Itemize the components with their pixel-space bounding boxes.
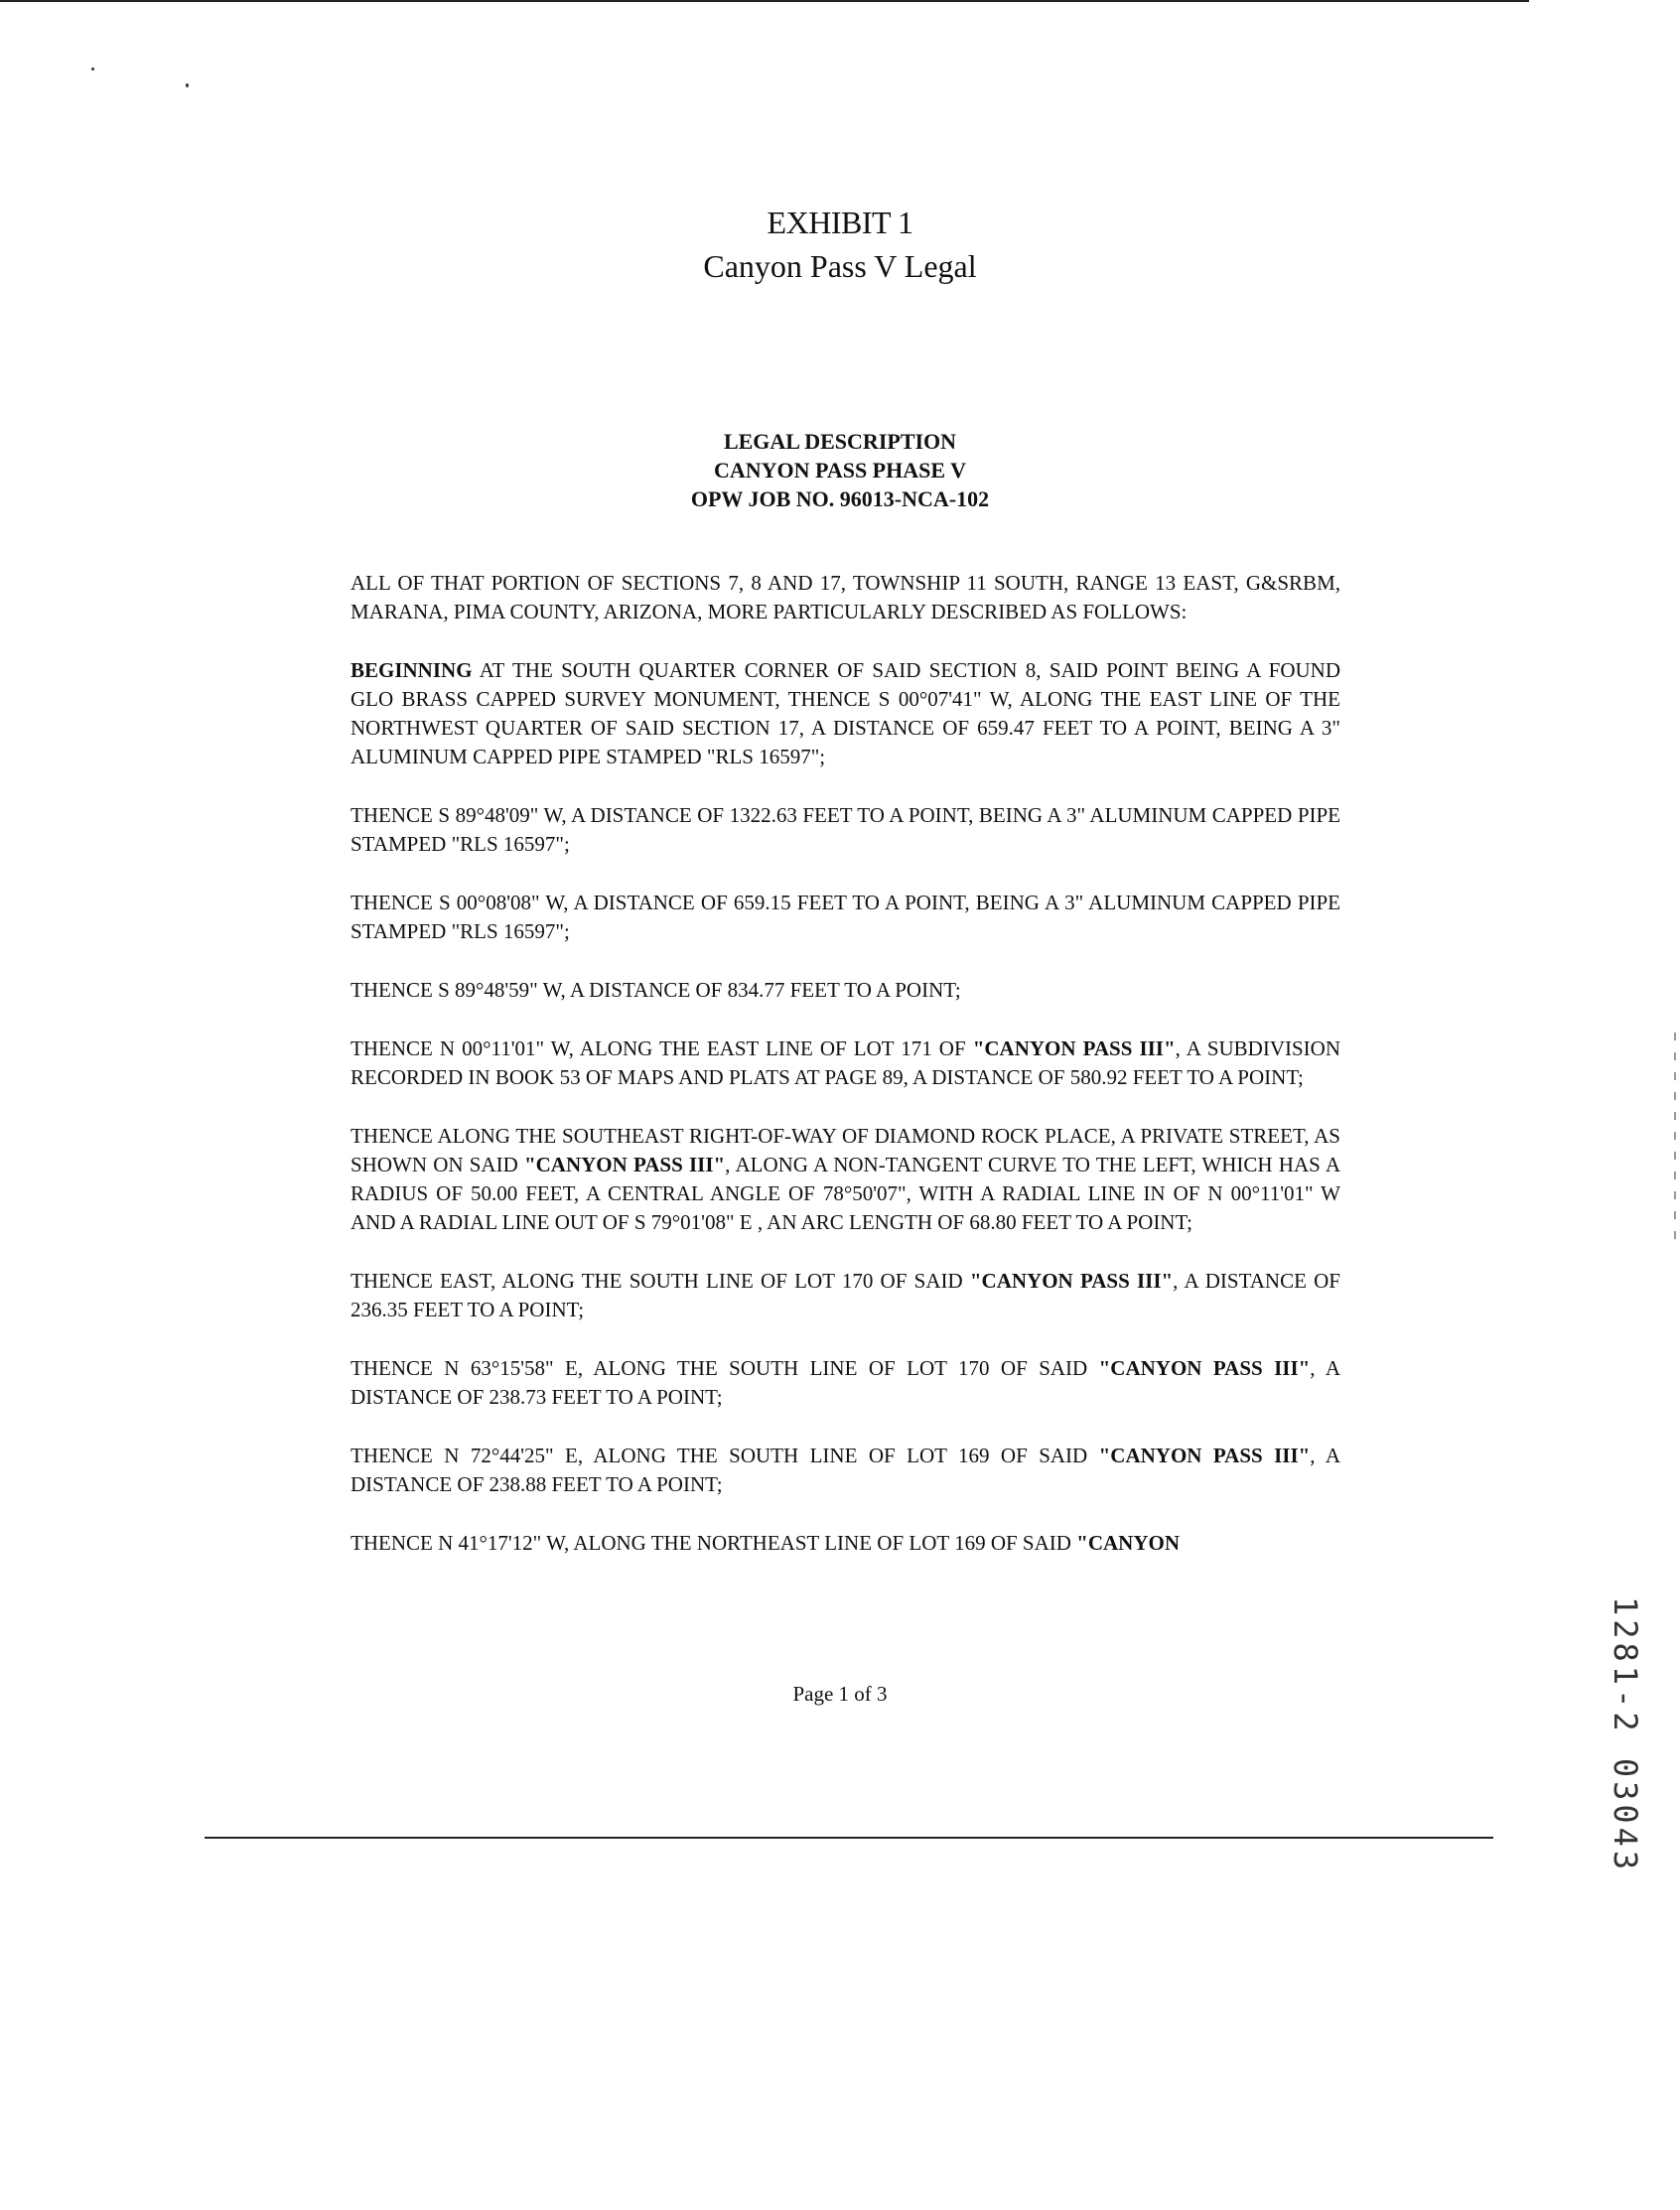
paragraph: THENCE S 89°48'09" W, A DISTANCE OF 1322.63 FEET TO A POINT, BEING A 3" ALUMINUM CAPPED PIPE STAMPED "RLS 16597"; xyxy=(350,803,1340,856)
page-number: Page 1 of 3 xyxy=(792,1682,888,1706)
paragraph xyxy=(350,656,1340,771)
recording-stamp xyxy=(1607,1596,1648,1874)
paragraph-text: , A SUBDIVISION RECORDED IN BOOK 53 OF MAPS AND PLATS AT PAGE 89, A DISTANCE OF 580.92 FEET TO A POINT; xyxy=(350,1036,1341,1089)
paragraph-text: THENCE EAST, ALONG THE SOUTH LINE OF LOT 170 OF SAID xyxy=(350,1269,970,1293)
scan-speck xyxy=(91,68,94,70)
paragraph: THENCE S 00°08'08" W, A DISTANCE OF 659.15 FEET TO A POINT, BEING A 3" ALUMINUM CAPPED PIPE STAMPED "RLS 16597"; xyxy=(350,891,1340,943)
top-border-line xyxy=(0,0,1529,2)
bold-term: BEGINNING xyxy=(350,658,473,682)
exhibit-title: EXHIBIT 1 xyxy=(767,205,913,240)
paragraph xyxy=(350,1122,1340,1237)
paragraph-text: , A DISTANCE OF 238.88 FEET TO A POINT; xyxy=(350,1444,1340,1496)
heading-line: CANYON PASS PHASE V xyxy=(713,458,967,483)
scan-edge-marks xyxy=(1674,1033,1676,1251)
subdivision-name: "CANYON PASS III" xyxy=(1098,1444,1311,1467)
paragraph-text: THENCE ALONG THE SOUTHEAST RIGHT-OF-WAY OF DIAMOND ROCK PLACE, A PRIVATE STREET, AS SHOWN ON SAID xyxy=(350,1124,1340,1176)
paragraph-text: AT THE SOUTH QUARTER CORNER OF SAID SECTION 8, SAID POINT BEING A FOUND GLO BRASS CAPPED SURVEY MONUMENT, THENCE S 00°07'41" W, ALONG THE EAST LINE OF THE NORTHWEST QUARTER OF SAID SECTION 17, A DISTANCE OF 659.47 FEET TO A POINT, BEING A 3" ALUMINUM CAPPED PIPE STAMPED "RLS 16597"; xyxy=(350,658,1340,768)
paragraph-text: THENCE N 63°15'58" E, ALONG THE SOUTH LINE OF LOT 170 OF SAID xyxy=(350,1356,1099,1380)
subdivision-name: "CANYON PASS III" xyxy=(972,1036,1176,1060)
paragraph-text: THENCE N 41°17'12" W, ALONG THE NORTHEAST LINE OF LOT 169 OF SAID xyxy=(350,1531,1077,1555)
subdivision-name: "CANYON xyxy=(1076,1531,1180,1555)
legal-description-body xyxy=(350,569,1340,1588)
subdivision-name: "CANYON PASS III" xyxy=(523,1153,726,1176)
heading-line: OPW JOB NO. 96013-NCA-102 xyxy=(690,486,990,511)
paragraph xyxy=(350,1035,1340,1092)
paragraph-text: , ALONG A NON-TANGENT CURVE TO THE LEFT, WHICH HAS A RADIUS OF 50.00 FEET, A CENTRAL ANGLE OF 78°50'07", WITH A RADIAL LINE IN OF N 00°11'01" W AND A RADIAL LINE OUT OF S 79°01'08" E , AN ARC LENGTH OF 68.80 FEET TO A POINT; xyxy=(350,1153,1340,1234)
paragraph-text: THENCE N 72°44'25" E, ALONG THE SOUTH LINE OF LOT 169 OF SAID xyxy=(350,1444,1099,1467)
scan-speck xyxy=(186,83,189,87)
subdivision-name: "CANYON PASS III" xyxy=(1098,1356,1311,1380)
heading-line: LEGAL DESCRIPTION xyxy=(723,429,957,454)
paragraph-text: , A DISTANCE OF 236.35 FEET TO A POINT; xyxy=(350,1269,1340,1321)
paragraph xyxy=(350,1529,1340,1558)
paragraph: THENCE S 89°48'59" W, A DISTANCE OF 834.77 FEET TO A POINT; xyxy=(350,978,961,1002)
paragraph xyxy=(350,1267,1340,1324)
paragraph-text: , A DISTANCE OF 238.73 FEET TO A POINT; xyxy=(350,1356,1340,1409)
bottom-border-line xyxy=(205,1837,1493,1839)
paragraph xyxy=(350,1442,1340,1499)
legal-description-heading xyxy=(0,427,1680,513)
recording-stamp-text: 1281-2 03043 xyxy=(1607,1596,1644,1874)
subdivision-name: "CANYON PASS III" xyxy=(969,1269,1174,1293)
paragraph-text: THENCE N 00°11'01" W, ALONG THE EAST LINE OF LOT 171 OF xyxy=(350,1036,973,1060)
exhibit-subtitle: Canyon Pass V Legal xyxy=(703,248,977,284)
paragraph xyxy=(350,1354,1340,1412)
paragraph: ALL OF THAT PORTION OF SECTIONS 7, 8 AND 17, TOWNSHIP 11 SOUTH, RANGE 13 EAST, G&SRBM, MARANA, PIMA COUNTY, ARIZONA, MORE PARTICULARLY DESCRIBED AS FOLLOWS: xyxy=(350,571,1340,623)
